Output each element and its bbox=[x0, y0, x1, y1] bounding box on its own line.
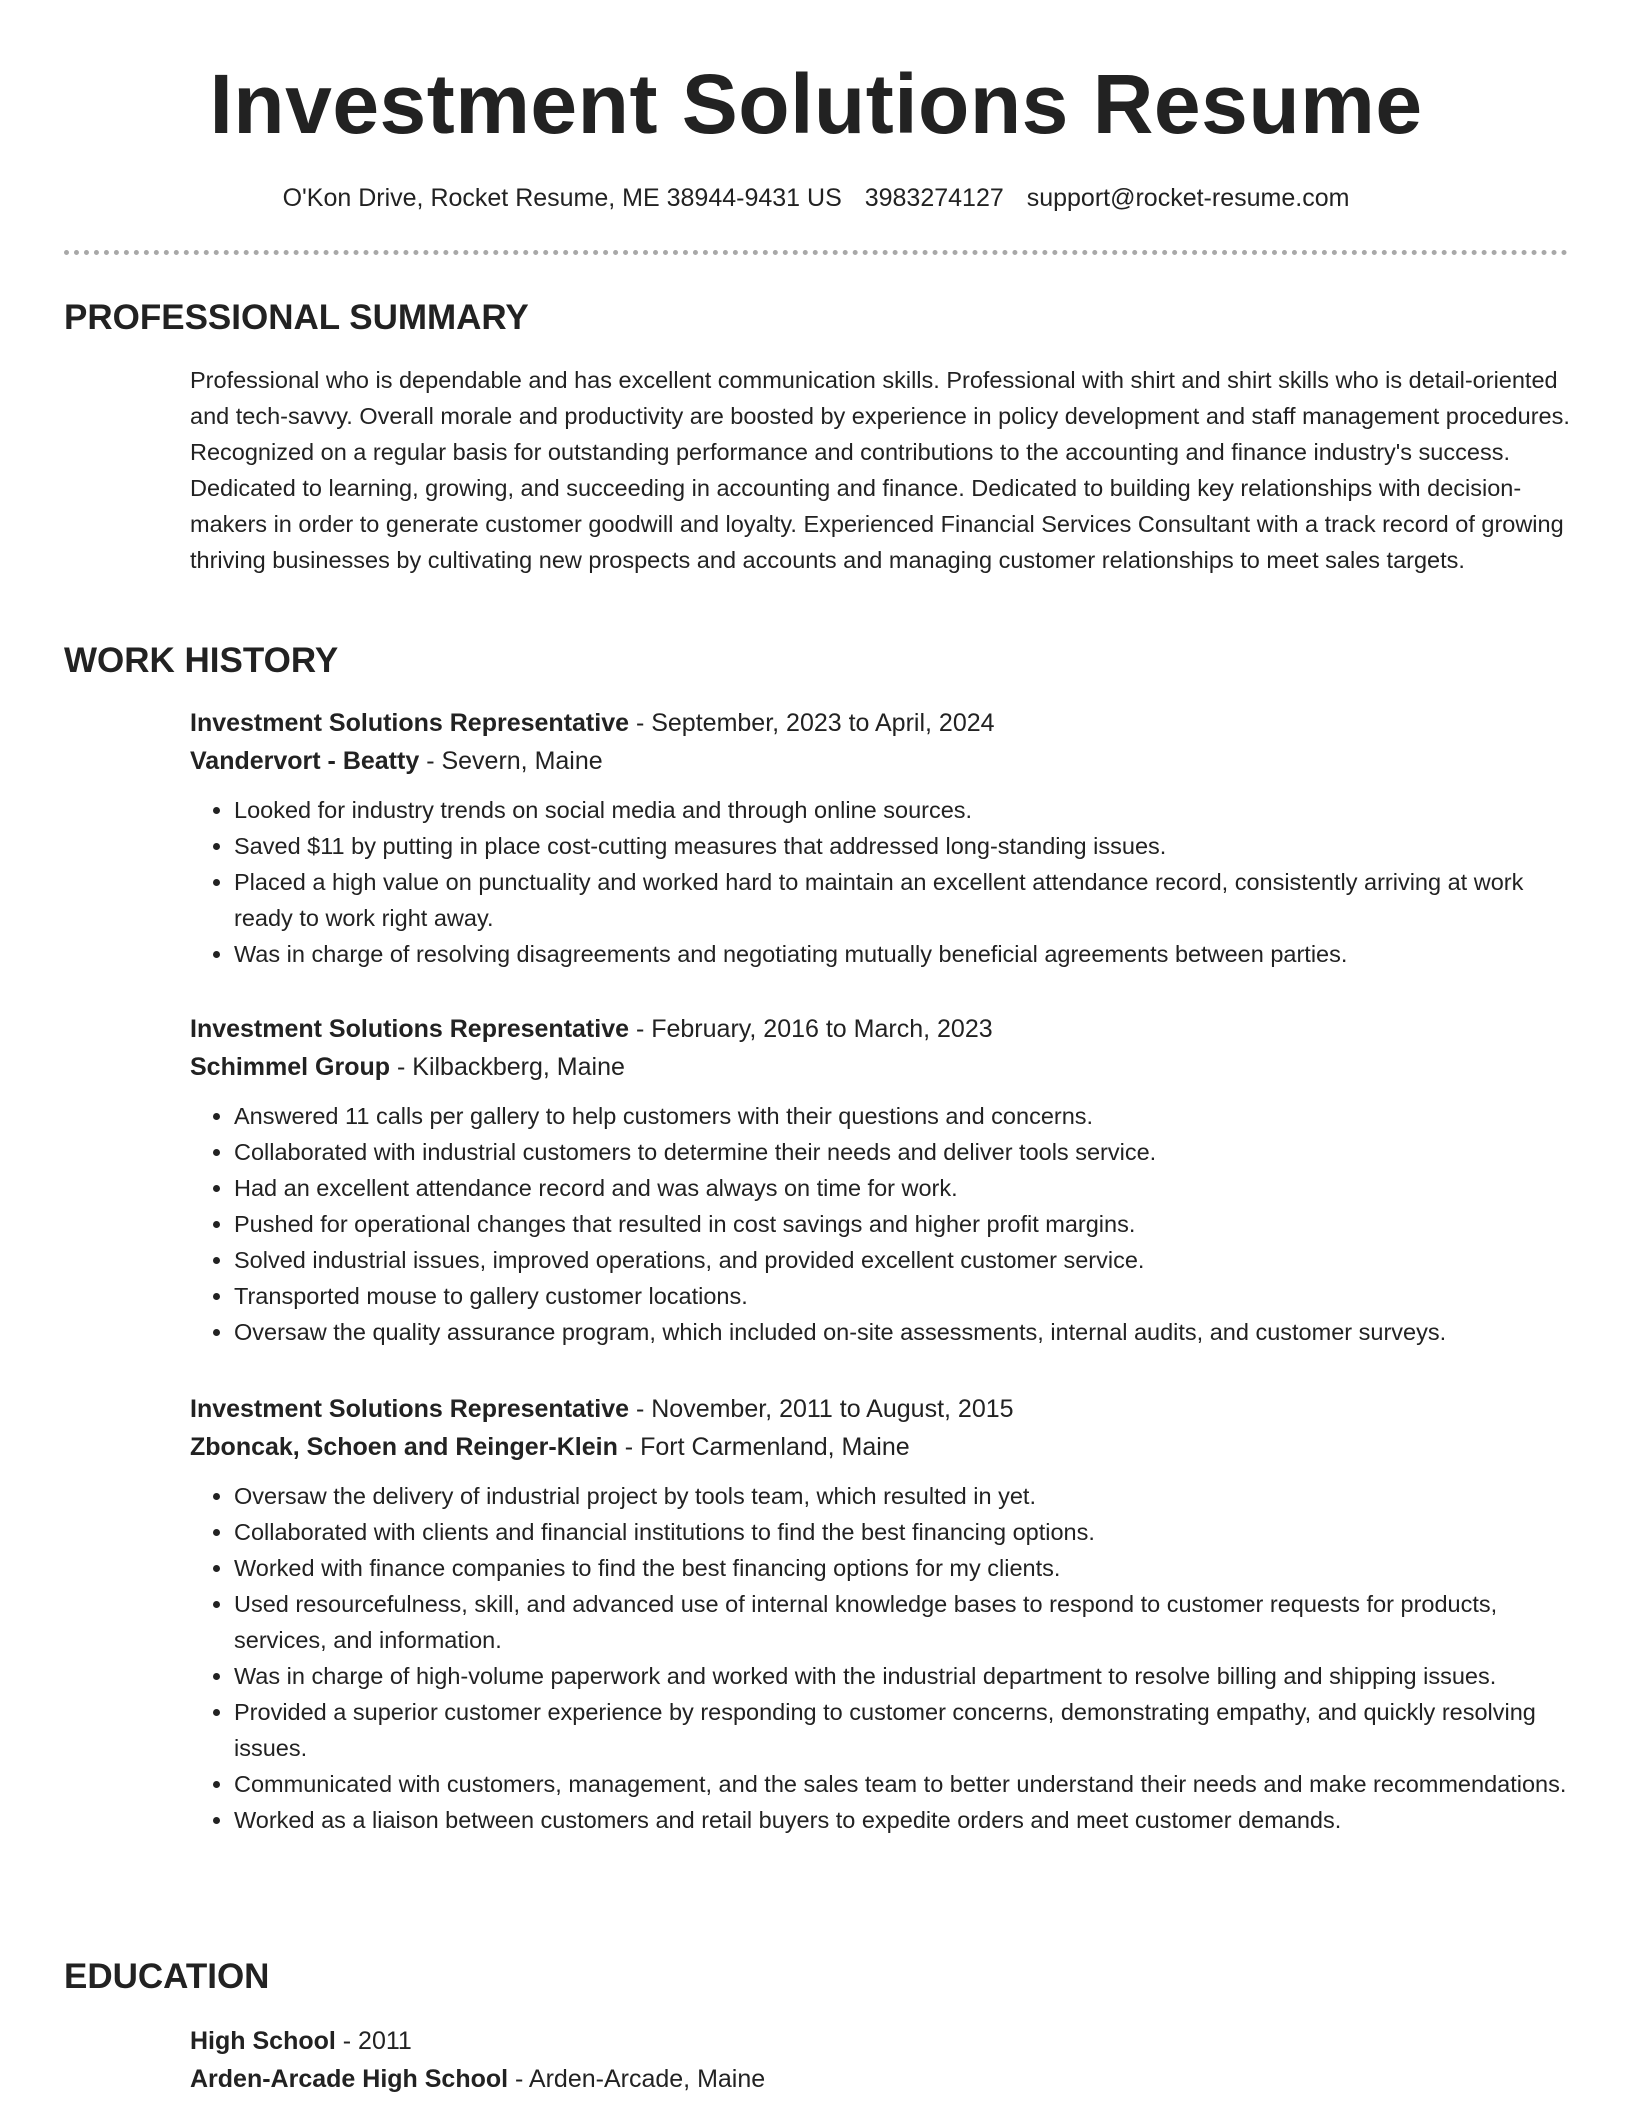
education-heading: EDUCATION bbox=[64, 1957, 270, 1996]
job-bullet: • Provided a superior customer experience by responding to customer concerns, demonstrating empathy, and quickly resolving issues. bbox=[234, 1694, 1570, 1766]
job-entry-1 bbox=[190, 704, 1570, 972]
job-dates: - February, 2016 to March, 2023 bbox=[629, 1015, 993, 1043]
job-bullet: • Used resourcefulness, skill, and advanced use of internal knowledge bases to respond to customer requests for products, services, and information. bbox=[234, 1586, 1570, 1658]
work-history-heading: WORK HISTORY bbox=[64, 641, 339, 680]
job-bullet: • Saved $11 by putting in place cost-cutting measures that addressed long-standing issues. bbox=[234, 828, 1570, 864]
job-company-line bbox=[190, 1428, 1570, 1466]
job-bullet: • Had an excellent attendance record and was always on time for work. bbox=[234, 1170, 1570, 1206]
education-degree: High School bbox=[190, 2027, 336, 2055]
job-bullet: • Oversaw the quality assurance program, which included on-site assessments, internal audits, and customer surveys. bbox=[234, 1314, 1570, 1350]
resume-title: Investment Solutions Resume bbox=[209, 57, 1423, 151]
job-location: - Kilbackberg, Maine bbox=[390, 1053, 625, 1081]
contact-phone: 3983274127 bbox=[864, 184, 1004, 212]
contact-address: O'Kon Drive, Rocket Resume, ME 38944-9431 US bbox=[282, 184, 842, 212]
education-school-line bbox=[190, 2060, 1570, 2098]
job-bullet: • Was in charge of resolving disagreements and negotiating mutually beneficial agreements between parties. bbox=[234, 936, 1570, 972]
job-dates: - September, 2023 to April, 2024 bbox=[629, 709, 995, 737]
job-company: Vandervort - Beatty bbox=[190, 747, 420, 775]
education-school: Arden-Arcade High School bbox=[190, 2065, 509, 2093]
job-bullet: • Pushed for operational changes that resulted in cost savings and higher profit margins. bbox=[234, 1206, 1570, 1242]
job-title: Investment Solutions Representative bbox=[190, 1395, 630, 1423]
header-divider bbox=[64, 250, 1568, 255]
job-company-line bbox=[190, 1048, 1570, 1086]
job-bullet: • Transported mouse to gallery customer locations. bbox=[234, 1278, 1570, 1314]
job-bullets bbox=[190, 792, 1570, 972]
job-company: Schimmel Group bbox=[190, 1053, 391, 1081]
job-bullet: • Placed a high value on punctuality and worked hard to maintain an excellent attendance record, consistently arriving at work ready to work right away. bbox=[234, 864, 1570, 936]
contact-email: support@rocket-resume.com bbox=[1026, 184, 1350, 212]
job-entry-2 bbox=[190, 1010, 1570, 1350]
job-bullets bbox=[190, 1098, 1570, 1350]
job-bullet: • Looked for industry trends on social media and through online sources. bbox=[234, 792, 1570, 828]
job-title-line bbox=[190, 1010, 1570, 1048]
education-degree-line bbox=[190, 2022, 1570, 2060]
education-entry bbox=[190, 2022, 1570, 2098]
job-title-line bbox=[190, 704, 1570, 742]
job-bullet: • Collaborated with industrial customers to determine their needs and deliver tools service. bbox=[234, 1134, 1570, 1170]
summary-text: Professional who is dependable and has excellent communication skills. Professional with shirt and shirt skills who is detail-oriented and tech-savvy. Overall morale and productivity are boosted by experience in policy development and staff management procedures. Recognized on a regular basis for outstanding performance and contributions to the accounting and finance industry's success. Dedicated to learning, growing, and succeeding in accounting and finance. Dedicated to building key relationships with decision-makers in order to generate customer goodwill and loyalty. Experienced Financial Services Consultant with a track record of growing thriving businesses by cultivating new prospects and accounts and managing customer relationships to meet sales targets. bbox=[190, 367, 1570, 573]
job-bullet: • Oversaw the delivery of industrial project by tools team, which resulted in yet. bbox=[234, 1478, 1570, 1514]
education-year: - 2011 bbox=[335, 2027, 412, 2055]
job-company-line bbox=[190, 742, 1570, 780]
job-entry-3 bbox=[190, 1390, 1570, 1838]
job-bullet: • Answered 11 calls per gallery to help customers with their questions and concerns. bbox=[234, 1098, 1570, 1134]
contact-line bbox=[0, 178, 1632, 218]
job-company: Zboncak, Schoen and Reinger-Klein bbox=[190, 1433, 618, 1461]
job-dates: - November, 2011 to August, 2015 bbox=[629, 1395, 1014, 1423]
job-bullets bbox=[190, 1478, 1570, 1838]
job-title-line bbox=[190, 1390, 1570, 1428]
education-location: - Arden-Arcade, Maine bbox=[508, 2065, 766, 2093]
job-location: - Severn, Maine bbox=[419, 747, 603, 775]
job-bullet: • Worked as a liaison between customers and retail buyers to expedite orders and meet customer demands. bbox=[234, 1802, 1570, 1838]
summary-heading: PROFESSIONAL SUMMARY bbox=[64, 298, 529, 337]
job-bullet: • Solved industrial issues, improved operations, and provided excellent customer service. bbox=[234, 1242, 1570, 1278]
job-bullet: • Worked with finance companies to find the best financing options for my clients. bbox=[234, 1550, 1570, 1586]
job-bullet: • Communicated with customers, management, and the sales team to better understand their needs and make recommendations. bbox=[234, 1766, 1570, 1802]
job-title: Investment Solutions Representative bbox=[190, 1015, 630, 1043]
job-bullet: • Collaborated with clients and financial institutions to find the best financing options. bbox=[234, 1514, 1570, 1550]
job-bullet: • Was in charge of high-volume paperwork and worked with the industrial department to resolve billing and shipping issues. bbox=[234, 1658, 1570, 1694]
job-title: Investment Solutions Representative bbox=[190, 709, 630, 737]
job-location: - Fort Carmenland, Maine bbox=[617, 1433, 910, 1461]
